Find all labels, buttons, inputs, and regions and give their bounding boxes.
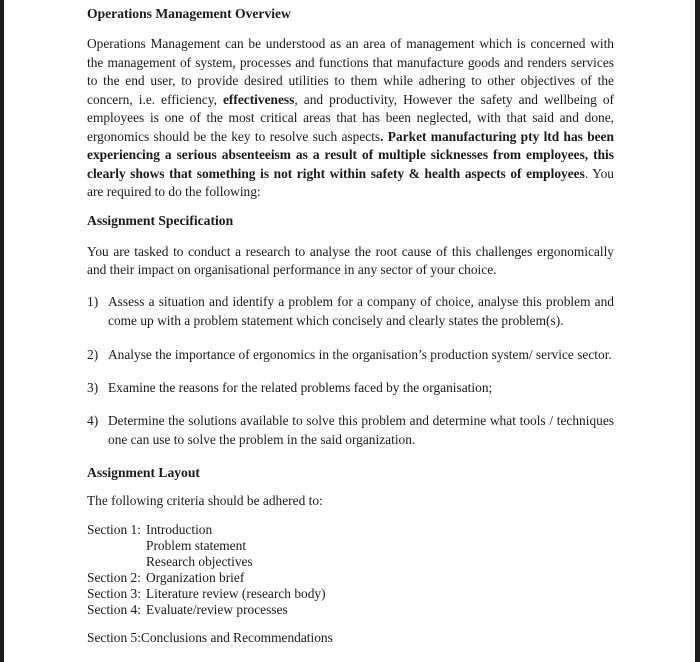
section-title: Organization brief bbox=[146, 570, 245, 585]
final-section: Section 5:Conclusions and Recommendations bbox=[87, 630, 333, 645]
list-item-number: 3) bbox=[87, 379, 99, 395]
section-list bbox=[87, 522, 614, 618]
specification-list bbox=[87, 292, 614, 449]
list-item-number: 1) bbox=[87, 293, 99, 309]
section-label bbox=[87, 554, 146, 570]
specification-intro: You are tasked to conduct a research to analyse the root cause of this challenges ergonomically and their impact on organisational performance in any sector of your choice. bbox=[87, 243, 614, 277]
section-title: Research objectives bbox=[146, 554, 253, 569]
list-item-text: Assess a situation and identify a problem for a company of choice, analyse this problem and come up with a problem statement which concisely and clearly states the problem(s). bbox=[108, 293, 614, 328]
section-row bbox=[87, 554, 614, 570]
list-item-text: Analyse the importance of ergonomics in the organisation’s production system/ service sector. bbox=[108, 346, 612, 362]
list-item-text: Determine the solutions available to solve this problem and determine what tools / techniques one can use to solve the problem in the said organization. bbox=[108, 412, 614, 447]
layout-heading: Assignment Layout bbox=[87, 464, 200, 480]
list-item-number: 2) bbox=[87, 346, 99, 362]
list-item bbox=[87, 345, 614, 364]
section-row bbox=[87, 570, 614, 586]
section-label: Section 3: bbox=[87, 586, 145, 601]
overview-text-5: . You are required to do the following: bbox=[87, 165, 614, 199]
overview-paragraph bbox=[87, 35, 614, 202]
overview-text-2: effectiveness bbox=[222, 91, 295, 107]
list-item-number: 4) bbox=[87, 412, 99, 428]
section-title: Evaluate/review processes bbox=[146, 602, 288, 617]
specification-heading: Assignment Specification bbox=[87, 212, 234, 228]
section-row bbox=[87, 586, 614, 602]
overview-text-4: . Parket manufacturing pty ltd has been experiencing a serious absenteeism as a result of multiple sicknesses from employees, this clearly shows that something is not right within safety & health aspects of employees bbox=[87, 128, 614, 181]
section-row bbox=[87, 522, 614, 538]
section-label bbox=[87, 538, 146, 554]
list-item bbox=[87, 378, 614, 397]
right-viewer-border bbox=[695, 0, 700, 662]
left-viewer-border bbox=[0, 0, 4, 662]
overview-text-3: , and productivity, However the safety and wellbeing of employees is one of the most critical areas that has been neglected, with that said and done, ergonomics should be the key to resolve such aspects bbox=[87, 91, 614, 144]
section-label: Section 2: bbox=[87, 570, 145, 585]
overview-text-1: Operations Management can be understood as an area of management which is concerned with the management of system, processes and functions that manufacture goods and renders services to the end user, to provide desired utilities to them while adhering to other objectives of the concern, i.e. efficiency, bbox=[87, 36, 614, 107]
section-title: Literature review (research body) bbox=[146, 586, 326, 601]
section-title: Introduction bbox=[146, 522, 213, 537]
section-row bbox=[87, 602, 614, 618]
list-item bbox=[87, 411, 614, 449]
section-row bbox=[87, 538, 614, 554]
section-label: Section 4: bbox=[87, 602, 145, 617]
list-item bbox=[87, 292, 614, 330]
section-title: Problem statement bbox=[146, 538, 247, 553]
overview-heading: Operations Management Overview bbox=[87, 6, 291, 21]
layout-intro: The following criteria should be adhered to: bbox=[87, 492, 323, 508]
document-page bbox=[87, 4, 614, 646]
section-label: Section 1: bbox=[87, 522, 145, 537]
list-item-text: Examine the reasons for the related problems faced by the organisation; bbox=[108, 379, 493, 395]
